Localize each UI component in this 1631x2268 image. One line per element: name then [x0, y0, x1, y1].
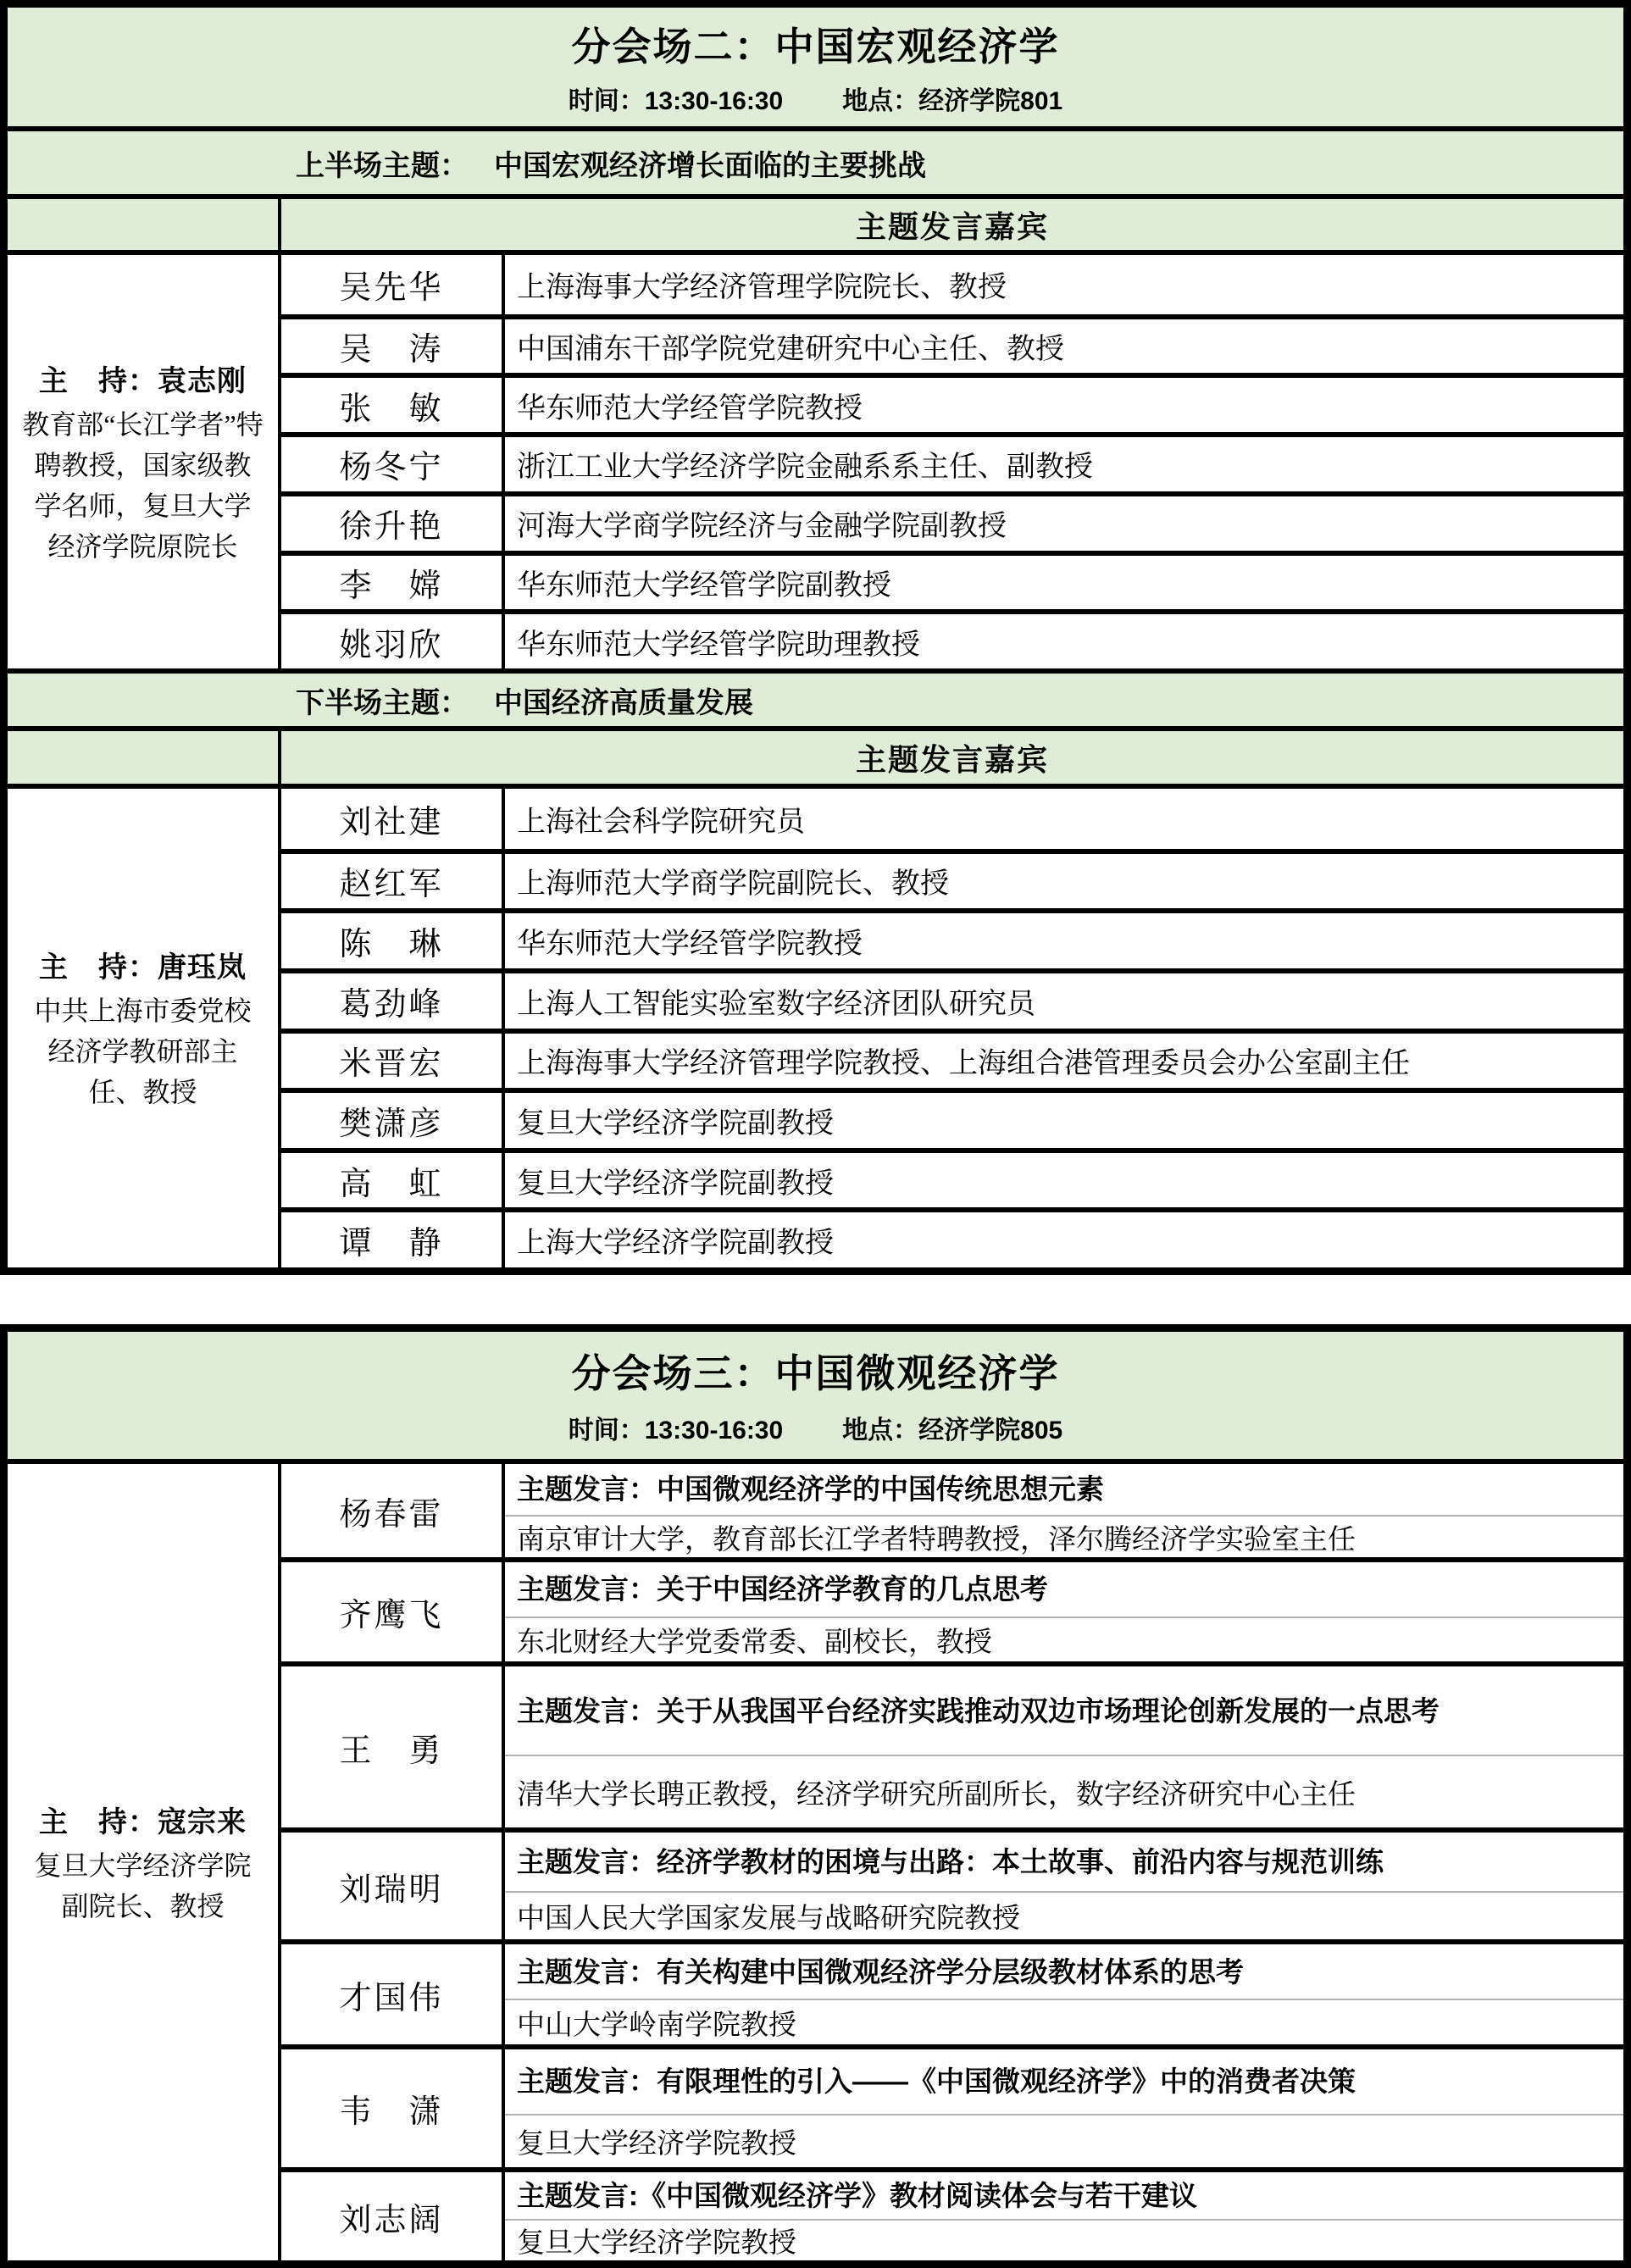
second-half-body	[8, 789, 1623, 1267]
session2-place: 地点：经济学院801	[842, 87, 1063, 116]
speaker-name: 赵红军	[281, 849, 505, 909]
speaker-affiliation: 河海大学商学院经济与金融学院副教授	[505, 491, 1623, 551]
speaker-name: 韦 潇	[281, 2044, 505, 2167]
speaker-block	[505, 1464, 1623, 1557]
moderator-cell	[8, 789, 281, 1267]
speaker-name: 刘社建	[281, 789, 505, 849]
speaker-affiliation: 中国人民大学国家发展与战略研究院教授	[505, 1891, 1623, 1939]
speaker-name: 刘志阔	[281, 2167, 505, 2260]
session2-header	[8, 8, 1623, 126]
session3-title: 分会场三：中国微观经济学	[571, 1350, 1060, 1395]
session2-title: 分会场二：中国宏观经济学	[571, 24, 1060, 69]
speaker-affiliation: 上海海事大学经济管理学院教授、上海组合港管理委员会办公室副主任	[505, 1029, 1623, 1089]
session3-table	[0, 1324, 1631, 2268]
first-half-theme-row	[8, 131, 1623, 194]
speaker-affiliation: 华东师范大学经管学院副教授	[505, 551, 1623, 610]
speaker-name: 徐升艳	[281, 491, 505, 551]
speaker-topic: 主题发言：中国微观经济学的中国传统思想元素	[517, 1473, 1104, 1506]
speaker-affiliation: 华东师范大学经管学院教授	[505, 373, 1623, 432]
session3-place: 地点：经济学院805	[842, 1417, 1063, 1445]
first-half-theme-label: 上半场主题：	[296, 149, 469, 182]
speaker-affiliation: 上海海事大学经济管理学院院长、教授	[517, 272, 1007, 304]
second-half-theme: 中国经济高质量发展	[494, 686, 753, 719]
speaker-name: 米晋宏	[281, 1029, 505, 1089]
speaker-affiliation: 上海大学经济学院副教授	[505, 1207, 1623, 1267]
speaker-affiliation: 复旦大学经济学院教授	[505, 2114, 1623, 2167]
speaker-block	[505, 2167, 1623, 2260]
speaker-name: 谭 静	[281, 1207, 505, 1267]
moderator-cell	[8, 1464, 281, 2260]
guests-header: 主题发言嘉宾	[855, 741, 1049, 777]
speaker-name: 齐鹰飞	[281, 1557, 505, 1661]
speaker-affiliation: 上海社会科学院研究员	[517, 806, 805, 838]
moderator-label: 主 持：袁志刚	[39, 364, 247, 397]
speaker-affiliation: 上海师范大学商学院副院长、教授	[505, 849, 1623, 909]
second-half-theme-row	[8, 674, 1623, 726]
speaker-name: 刘瑞明	[281, 1827, 505, 1939]
speaker-block	[505, 1557, 1623, 1661]
speaker-topic: 主题发言：经济学教材的困境与出路：本土故事、前沿内容与规范训练	[517, 1845, 1384, 1877]
speaker-block	[505, 1939, 1623, 2044]
speaker-name: 陈 琳	[281, 908, 505, 968]
speaker-affiliation: 浙江工业大学经济学院金融系系主任、副教授	[505, 432, 1623, 491]
session3-time-place	[8, 1409, 1623, 1459]
speaker-topic: 主题发言：关于中国经济学教育的几点思考	[517, 1573, 1048, 1605]
second-half-theme-label: 下半场主题：	[296, 686, 469, 719]
session2-time-place	[8, 80, 1623, 126]
speaker-name: 葛劲峰	[281, 968, 505, 1029]
speaker-name: 吴 涛	[281, 314, 505, 374]
speaker-affiliation: 复旦大学经济学院教授	[505, 2219, 1623, 2260]
speaker-affiliation: 华东师范大学经管学院教授	[505, 908, 1623, 968]
session3-header	[8, 1332, 1623, 1459]
first-half-body	[8, 255, 1623, 668]
speaker-affiliation: 中国浦东干部学院党建研究中心主任、教授	[505, 314, 1623, 374]
moderator-label: 主 持：寇宗来	[39, 1805, 247, 1838]
speaker-affiliation: 复旦大学经济学院副教授	[505, 1148, 1623, 1208]
empty-cell	[8, 731, 281, 784]
session3-body	[8, 1464, 1623, 2260]
speaker-name: 高 虹	[281, 1148, 505, 1208]
speaker-name: 张 敏	[281, 373, 505, 432]
speaker-block	[505, 1827, 1623, 1939]
speaker-affiliation: 中山大学岭南学院教授	[505, 1999, 1623, 2044]
session3-time: 时间：13:30-16:30	[568, 1417, 784, 1445]
second-half-guests-header-row	[8, 731, 1623, 784]
speaker-topic: 主题发言:《中国微观经济学》教材阅读体会与若干建议	[517, 2179, 1197, 2211]
first-half-guests-header-row	[8, 199, 1623, 250]
speaker-name: 吴先华	[281, 255, 505, 314]
first-half-theme: 中国宏观经济增长面临的主要挑战	[494, 149, 926, 182]
speaker-topic: 主题发言：关于从我国平台经济实践推动双边市场理论创新发展的一点思考	[517, 1694, 1440, 1727]
speaker-affiliation: 南京审计大学，教育部长江学者特聘教授，泽尔腾经济学实验室主任	[505, 1515, 1623, 1557]
speaker-name: 李 嫦	[281, 551, 505, 610]
moderator-desc: 中共上海市委党校经济学教研部主任、教授	[34, 995, 252, 1107]
moderator-cell	[8, 255, 281, 668]
speaker-name: 王 勇	[281, 1661, 505, 1827]
speaker-topic: 主题发言：有关构建中国微观经济学分层级教材体系的思考	[517, 1955, 1244, 1988]
moderator-desc: 复旦大学经济学院副院长、教授	[34, 1849, 252, 1921]
session2-time: 时间：13:30-16:30	[568, 87, 784, 116]
speaker-affiliation: 华东师范大学经管学院助理教授	[505, 609, 1623, 668]
speaker-affiliation: 清华大学长聘正教授，经济学研究所副所长，数字经济研究中心主任	[505, 1755, 1623, 1827]
speaker-name: 才国伟	[281, 1939, 505, 2044]
speaker-block	[505, 1661, 1623, 1827]
speaker-affiliation: 上海人工智能实验室数字经济团队研究员	[505, 968, 1623, 1029]
speaker-affiliation: 复旦大学经济学院副教授	[505, 1088, 1623, 1148]
guests-header: 主题发言嘉宾	[855, 208, 1049, 244]
speaker-affiliation: 东北财经大学党委常委、副校长，教授	[505, 1616, 1623, 1661]
empty-cell	[8, 199, 281, 250]
speaker-name: 姚羽欣	[281, 609, 505, 668]
speaker-name: 杨冬宁	[281, 432, 505, 491]
speaker-block	[505, 2044, 1623, 2167]
speaker-topic: 主题发言：有限理性的引入——《中国微观经济学》中的消费者决策	[517, 2066, 1356, 2098]
speaker-name: 樊潇彦	[281, 1088, 505, 1148]
moderator-label: 主 持：唐珏岚	[39, 951, 247, 984]
moderator-desc: 教育部“长江学者”特聘教授，国家级教学名师，复旦大学经济学院原院长	[22, 408, 264, 562]
speaker-name: 杨春雷	[281, 1464, 505, 1557]
